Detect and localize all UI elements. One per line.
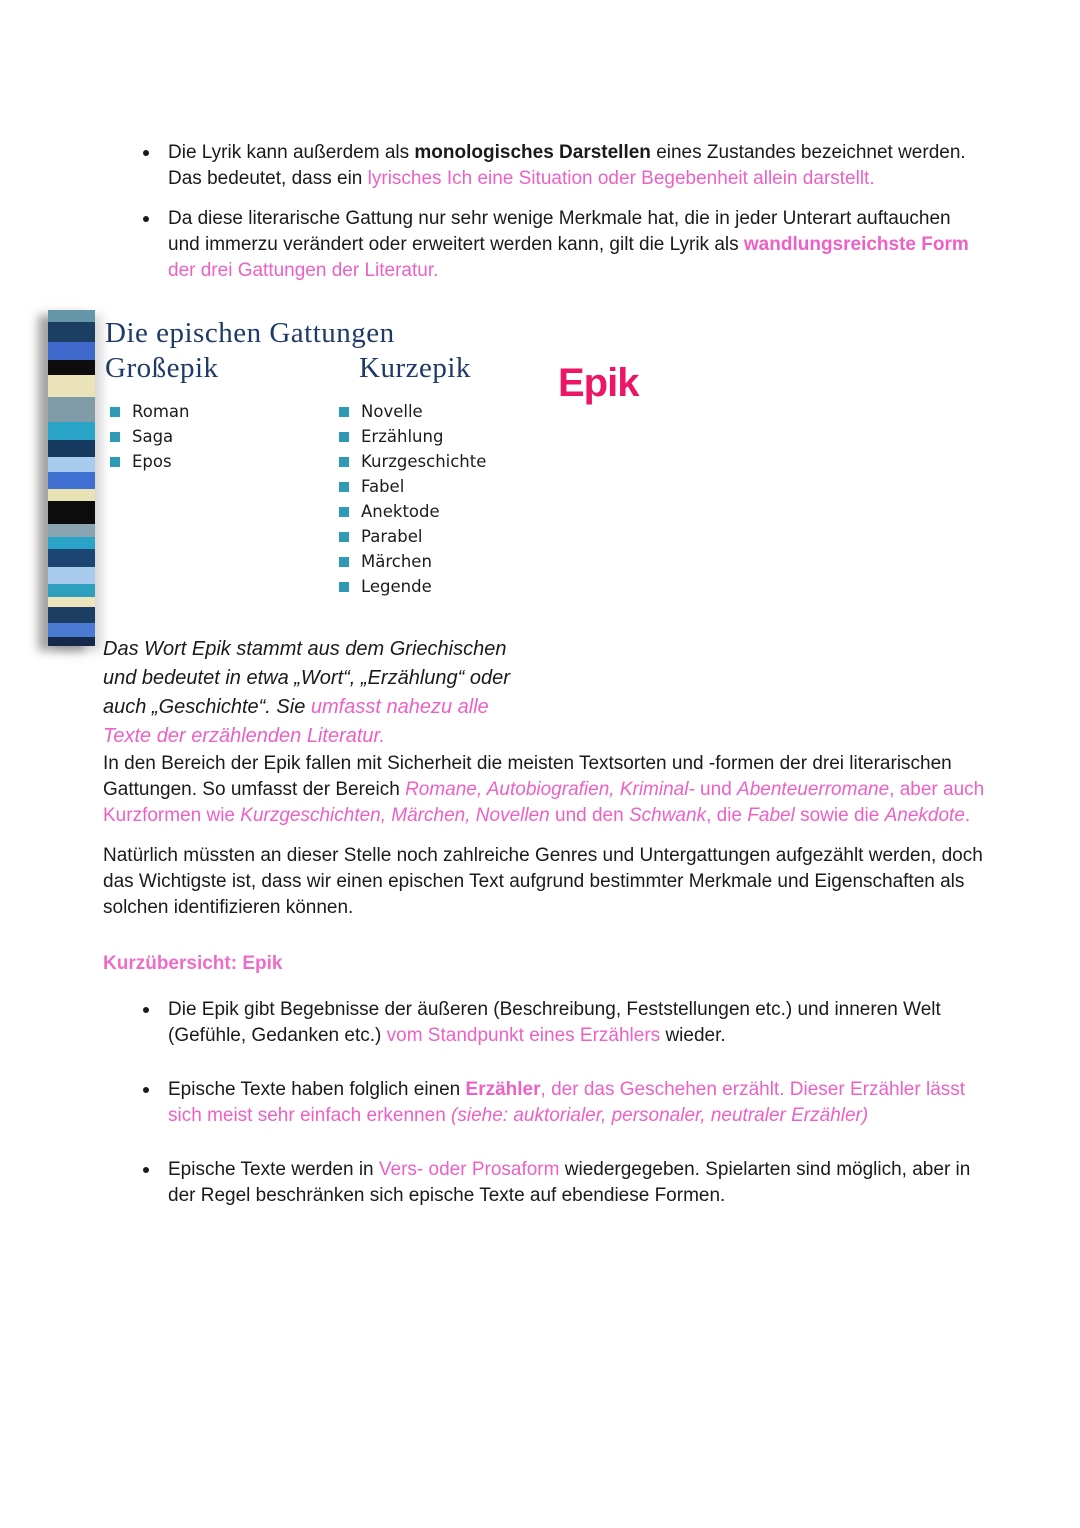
bullet-icon xyxy=(143,1007,149,1013)
slide-item-label: Legende xyxy=(361,577,432,596)
strip-block xyxy=(48,567,95,584)
text-segment: In den Bereich der Epik fallen mit Sicherheit die meisten Textsorten und -formen der drei literarischen Gattungen. So umfasst der Bereich xyxy=(103,753,952,800)
list-item xyxy=(339,578,548,596)
strip-block xyxy=(48,457,95,472)
list-item xyxy=(339,453,548,471)
text-segment: Die Lyrik kann außerdem als xyxy=(168,142,415,163)
square-bullet-icon xyxy=(339,457,349,467)
slide-item-label: Epos xyxy=(132,452,172,471)
square-bullet-icon xyxy=(339,557,349,567)
text-segment: Erzähler xyxy=(465,1079,541,1100)
slide-item-label: Kurzgeschichte xyxy=(361,452,487,471)
slide-item-label: Märchen xyxy=(361,552,432,571)
epik-section xyxy=(103,298,985,921)
square-bullet-icon xyxy=(339,407,349,417)
square-bullet-icon xyxy=(110,432,120,442)
slide-item-label: Anektode xyxy=(361,502,440,521)
slide-item-label: Saga xyxy=(132,427,174,446)
slide-content xyxy=(105,310,548,603)
square-bullet-icon xyxy=(339,482,349,492)
bullet-text xyxy=(168,142,966,189)
text-segment: Abenteuerromane xyxy=(737,779,890,800)
list-item xyxy=(339,428,548,446)
text-segment: (siehe: auktorialer, personaler, neutraler Erzähler) xyxy=(451,1105,869,1126)
list-item xyxy=(103,997,985,1049)
text-segment: vom Standpunkt eines Erzählers xyxy=(386,1025,661,1046)
text-segment: . xyxy=(964,805,971,826)
strip-block xyxy=(48,549,95,567)
text-segment: , der das Geschehen erzählt. Dieser Erzähler lässt sich meist sehr einfach erkennen xyxy=(168,1079,966,1126)
list-item xyxy=(103,206,985,284)
epik-body-paragraph xyxy=(103,751,985,829)
strip-block xyxy=(48,597,95,607)
list-item xyxy=(103,1077,985,1129)
bullet-text xyxy=(168,208,969,281)
text-segment: Epische Texte werden in xyxy=(168,1159,379,1180)
strip-block xyxy=(48,501,95,524)
text-segment: Natürlich müssten an dieser Stelle noch zahlreiche Genres und Untergattungen aufgezählt werden, doch das Wichtigste ist, dass wir einen epischen Text aufgrund bestimmter Merkmale und Eigenschaften als solchen identifizieren können. xyxy=(103,845,983,918)
list-item xyxy=(110,403,339,421)
bullet-text xyxy=(168,999,941,1046)
text-segment: eines Zustandes bezeichnet werden. Das bedeutet, dass ein xyxy=(168,142,966,189)
square-bullet-icon xyxy=(110,407,120,417)
strip-block xyxy=(48,342,95,360)
column-title: Großepik xyxy=(105,352,219,384)
column-kurzepik xyxy=(339,351,548,603)
text-segment: der drei Gattungen der Literatur. xyxy=(168,260,439,281)
slide-item-label: Roman xyxy=(132,402,190,421)
text-segment: wiedergegeben. Spielarten sind möglich, aber in der Regel beschränken sich epische Texte auf ebendiese Formen. xyxy=(168,1159,971,1206)
strip-block xyxy=(48,607,95,623)
slide-list xyxy=(339,403,548,596)
body-paragraph xyxy=(103,843,985,921)
strip-block xyxy=(48,584,95,597)
strip-block xyxy=(48,524,95,537)
column-grossepik xyxy=(105,351,339,603)
strip-block xyxy=(48,310,95,322)
bullet-icon xyxy=(143,1167,149,1173)
text-segment: Fabel xyxy=(747,805,795,826)
text-segment: und den xyxy=(549,805,629,826)
column-title: Kurzepik xyxy=(359,352,471,384)
list-item xyxy=(103,1157,985,1209)
kurzuebersicht-bullet-list xyxy=(103,997,985,1209)
text-segment: und xyxy=(694,779,738,800)
strip-block xyxy=(48,537,95,549)
text-segment: Anekdote xyxy=(884,805,965,826)
strip-block xyxy=(48,472,95,489)
text-segment: Schwank xyxy=(628,805,707,826)
text-segment: wieder. xyxy=(660,1025,726,1046)
strip-block xyxy=(48,623,95,637)
strip-block xyxy=(48,360,95,375)
text-segment: wandlungsreichste Form xyxy=(743,234,969,255)
slide-title: Die epischen Gattungen xyxy=(105,317,395,349)
list-item xyxy=(339,478,548,496)
slide-item-label: Novelle xyxy=(361,402,423,421)
square-bullet-icon xyxy=(339,532,349,542)
strip-block xyxy=(48,637,95,646)
strip-block xyxy=(48,322,95,342)
list-item xyxy=(339,553,548,571)
color-strip xyxy=(48,310,95,646)
slide-item-label: Erzählung xyxy=(361,427,444,446)
text-segment: lyrisches Ich eine Situation oder Begebenheit allein darstellt. xyxy=(367,168,875,189)
strip-block xyxy=(48,422,95,440)
epik-slide-figure xyxy=(43,310,548,635)
bullet-icon xyxy=(143,216,149,222)
strip-block xyxy=(48,440,95,457)
strip-block xyxy=(48,397,95,422)
lyrik-bullet-list xyxy=(103,140,985,284)
kurzuebersicht-heading: Kurzübersicht: Epik xyxy=(103,953,283,974)
bullet-text xyxy=(168,1159,970,1206)
text-segment: , die xyxy=(706,805,748,826)
text-segment: Da diese literarische Gattung nur sehr wenige Merkmale hat, die in jeder Unterart auftauchen und immerzu verändert oder erweitert werden kann, gilt die Lyrik als xyxy=(168,208,951,255)
strip-block xyxy=(48,375,95,397)
text-segment: umfasst nahezu alle Texte der erzählenden Literatur. xyxy=(103,696,489,747)
list-item xyxy=(103,140,985,192)
text-segment: Vers- oder Prosaform xyxy=(378,1159,560,1180)
text-segment: Das Wort Epik stammt aus dem Griechischen und bedeutet in etwa „Wort“, „Erzählung“ oder auch „Geschichte“. Sie xyxy=(103,638,510,718)
text-segment: Romane, Autobiografien, Kriminal- xyxy=(405,779,695,800)
text-segment: Epische Texte haben folglich einen xyxy=(168,1079,466,1100)
square-bullet-icon xyxy=(339,507,349,517)
slide-item-label: Fabel xyxy=(361,477,405,496)
bullet-icon xyxy=(143,150,149,156)
list-item xyxy=(339,403,548,421)
text-segment: monologisches Darstellen xyxy=(414,142,651,163)
square-bullet-icon xyxy=(110,457,120,467)
text-segment: Die Epik gibt Begebnisse der äußeren (Beschreibung, Feststellungen etc.) und inneren Welt (Gefühle, Gedanken etc.) xyxy=(168,999,941,1046)
square-bullet-icon xyxy=(339,432,349,442)
epik-heading: Epik xyxy=(558,361,639,405)
text-segment: , aber auch Kurzformen wie xyxy=(103,779,985,826)
list-item xyxy=(110,428,339,446)
list-item xyxy=(110,453,339,471)
bullet-text xyxy=(168,1079,965,1126)
square-bullet-icon xyxy=(339,582,349,592)
slide-item-label: Parabel xyxy=(361,527,423,546)
text-segment: Kurzgeschichten, Märchen, Novellen xyxy=(240,805,550,826)
slide-list xyxy=(105,403,339,471)
slide-columns xyxy=(105,351,548,603)
list-item xyxy=(339,503,548,521)
bullet-icon xyxy=(143,1087,149,1093)
list-item xyxy=(339,528,548,546)
text-segment: sowie die xyxy=(794,805,885,826)
strip-block xyxy=(48,489,95,501)
